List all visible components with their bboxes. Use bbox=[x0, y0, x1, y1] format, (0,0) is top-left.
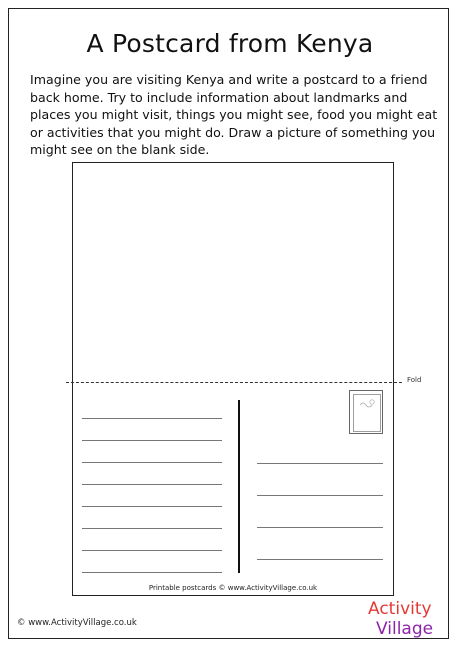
message-line[interactable] bbox=[82, 484, 222, 485]
address-line[interactable] bbox=[257, 527, 383, 528]
copyright-footer: © www.ActivityVillage.co.uk bbox=[17, 618, 137, 628]
message-line[interactable] bbox=[82, 440, 222, 441]
address-line[interactable] bbox=[257, 463, 383, 464]
message-line[interactable] bbox=[82, 418, 222, 419]
svg-text:Village: Village bbox=[376, 619, 434, 639]
postcard-credit: Printable postcards © www.ActivityVillage.co.uk bbox=[148, 584, 318, 592]
svg-text:Activity: Activity bbox=[368, 599, 432, 619]
page-title: A Postcard from Kenya bbox=[86, 29, 374, 58]
postcard-divider bbox=[238, 400, 240, 573]
instructions-text: Imagine you are visiting Kenya and write a postcard to a friend back home. Try to include information about landmarks and places you might visit, things you might see, food you might eat or activities that you might do. Draw a picture of something you might see on the blank side. bbox=[30, 72, 438, 157]
activity-village-logo bbox=[362, 594, 452, 640]
stamp-box bbox=[349, 390, 383, 434]
message-line[interactable] bbox=[82, 462, 222, 463]
fold-line bbox=[66, 382, 402, 383]
message-line[interactable] bbox=[82, 550, 222, 551]
fold-label: Fold bbox=[407, 376, 422, 384]
message-line[interactable] bbox=[82, 506, 222, 507]
address-line[interactable] bbox=[257, 495, 383, 496]
address-line[interactable] bbox=[257, 559, 383, 560]
stamp-icon bbox=[350, 391, 384, 435]
message-line[interactable] bbox=[82, 528, 222, 529]
message-line[interactable] bbox=[82, 572, 222, 573]
postcard-outline bbox=[72, 162, 394, 596]
